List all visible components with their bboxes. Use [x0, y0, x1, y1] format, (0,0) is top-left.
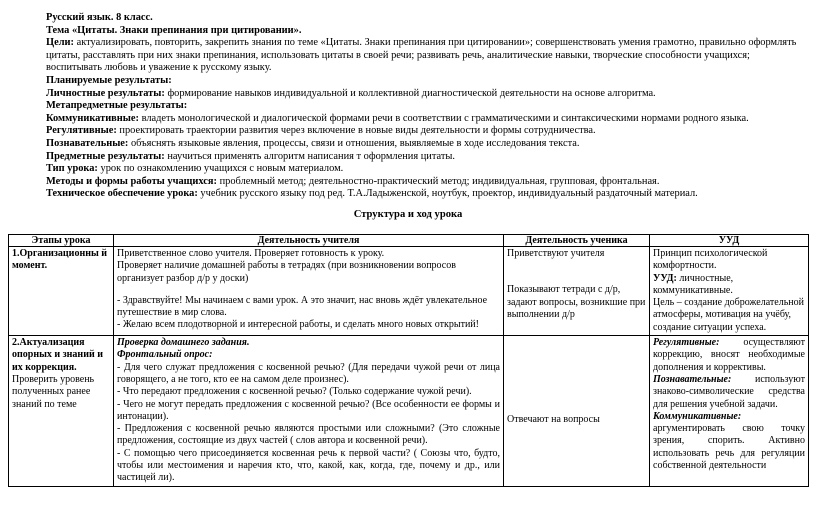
- uud-cognitive-label: Познавательные:: [653, 373, 732, 385]
- teacher-text: - Желаю всем плодотворной и интересной работы, и сделать много новых открытий!: [117, 319, 479, 331]
- goals-label: Цели:: [46, 37, 74, 49]
- theme-text: «Цитаты. Знаки препинания при цитировании».: [69, 24, 302, 36]
- teacher-cell: [114, 336, 504, 487]
- col-header-uud: УУД: [650, 235, 809, 247]
- tech-text: учебник русского языку под ред. Т.А.Ладыженской, ноутбук, проектор, индивидуальный раздаточный материал.: [197, 188, 698, 200]
- lesson-structure-table: [8, 234, 809, 487]
- uud-regulatory-text: осуществляют коррекцию, вносят необходимые дополнения и коррективы.: [653, 337, 805, 373]
- question: - С помощью чего присоединяется косвенная речь к первой части? ( Союзы что, будто, чтобы или местоимения и наречия кто, что, какой, как, когда, где, почему и др., или частицей ли).: [117, 447, 500, 484]
- stage-cell: [9, 247, 114, 336]
- structure-title: Структура и ход урока: [353, 209, 463, 220]
- uud-cell: [650, 247, 809, 336]
- lesson-type-text: урок по ознакомлению учащихся с новым материалом.: [97, 163, 344, 175]
- col-header-teacher: Деятельность учителя: [114, 235, 504, 247]
- question: - Предложения с косвенной речью являются простыми или сложными? (Это сложные предложения, состоящие из двух частей ( слов автора и косвенной речи).: [117, 423, 500, 447]
- uud-regulatory-label: Регулятивные:: [653, 337, 720, 349]
- col-header-student: Деятельность ученика: [504, 235, 650, 247]
- theme-label: Тема: [46, 24, 70, 36]
- methods-label: Методы и формы работы учащихся:: [46, 175, 217, 187]
- cognitive-text: объяснять языковые явления, процессы, связи и отношения, выявляемые в ходе исследования текста.: [128, 137, 580, 149]
- col-header-stages: Этапы урока: [9, 235, 114, 247]
- student-cell: [504, 336, 650, 487]
- stage-text: Проверить уровень полученных ранее знаний по теме: [12, 373, 95, 410]
- teacher-heading: Проверка домашнего задания.: [117, 337, 250, 349]
- uud-label: УУД:: [653, 272, 677, 284]
- lesson-header: [46, 12, 806, 201]
- subject-results-label: Предметные результаты:: [46, 150, 165, 162]
- goals-text: актуализировать, повторить, закрепить знания по теме «Цитаты. Знаки препинания при цитировании»; совершенствовать умения грамотно, правильно оформлять цитаты, расставлять при них знаки препинания, использовать цитаты в своей речи; развивать речь, аналитические навыки, творческие способности учащихся; воспитывать любовь и уважение к русскому языку.: [46, 37, 797, 74]
- regulatory-text: проектировать траектории развития через включение в новые виды деятельности и формы сотрудничества.: [116, 125, 596, 137]
- uud-cell: [650, 336, 809, 487]
- stage-title: 1.Организационны й момент.: [12, 248, 108, 272]
- teacher-text: - Здравствуйте! Мы начинаем с вами урок. А это значит, нас вновь ждёт увлекательное путешествие в мир слова.: [117, 294, 488, 319]
- question: - Для чего служат предложения с косвенной речью? (Для передачи чужой речи от лица говорящего, а не того, кто ее на самом деле произнес).: [117, 361, 500, 385]
- meta-results-label: Метапредметные результаты:: [46, 100, 188, 112]
- student-text: Приветствуют учителя: [507, 248, 605, 259]
- uud-text: Цель – создание доброжелательной атмосферы, мотивация на учёбу, создание ситуации успеха.: [653, 297, 804, 333]
- personal-results-label: Личностные результаты:: [46, 87, 165, 99]
- teacher-text: Приветственное слово учителя. Проверяет готовность к уроку.: [117, 248, 385, 259]
- communicative-text: владеть монологической и диалогической формами речи в соответствии с грамматическими и синтаксическими нормами родного языка.: [138, 112, 749, 124]
- personal-results-text: формирование навыков индивидуальной и коллективной диагностической деятельности на основе алгоритма.: [164, 87, 656, 99]
- tech-label: Техническое обеспечение урока:: [46, 188, 198, 200]
- stage-title: 2.Актуализация опорных и знаний и их коррекция.: [12, 337, 103, 373]
- uud-cognitive-text: используют знаково-символические средства для решения учебной задачи.: [653, 373, 805, 410]
- table-row: [9, 247, 809, 336]
- methods-text: проблемный метод; деятельностно-практический метод; индивидуальная, групповая, фронтальная.: [217, 175, 660, 187]
- lesson-type-label: Тип урока:: [46, 163, 98, 175]
- teacher-heading: Фронтальный опрос:: [117, 349, 213, 361]
- communicative-label: Коммуникативные:: [46, 112, 139, 124]
- question: - Что передают предложения с косвенной речью? (Только содержание чужой речи).: [117, 386, 472, 398]
- teacher-text: Проверяет наличие домашней работы в тетрадях (при возникновении вопросов организует разбор д/р у доски): [117, 260, 456, 284]
- stage-cell: [9, 336, 114, 487]
- table-header-row: [9, 235, 809, 247]
- subject-results-text: научиться применять алгоритм написания т оформления цитаты.: [164, 150, 455, 162]
- uud-communicative-text: аргументировать свою точку зрения, спорить. Активно использовать речь для регуляции собственной деятельности: [653, 423, 805, 472]
- student-text: Показывают тетради с д/р, задают вопросы, возникшие при выполнении д/р: [507, 284, 646, 320]
- regulatory-label: Регулятивные:: [46, 125, 117, 137]
- planned-results-label: Планируемые результаты:: [46, 74, 172, 86]
- uud-text: УУД: личностные, коммуникативные.: [653, 272, 734, 296]
- uud-text: Принцип психологической комфортности.: [653, 248, 768, 272]
- subject-grade: Русский язык. 8 класс.: [46, 12, 153, 23]
- student-cell: [504, 247, 650, 336]
- uud-communicative-label: Коммуникативные:: [653, 410, 742, 422]
- question: - Чего не могут передать предложения с косвенной речью? (Все особенности ее формы и интонации).: [117, 398, 500, 422]
- table-row: [9, 336, 809, 487]
- cognitive-label: Познавательные:: [46, 137, 129, 149]
- student-text: Отвечают на вопросы: [507, 414, 600, 426]
- teacher-cell: [114, 247, 504, 336]
